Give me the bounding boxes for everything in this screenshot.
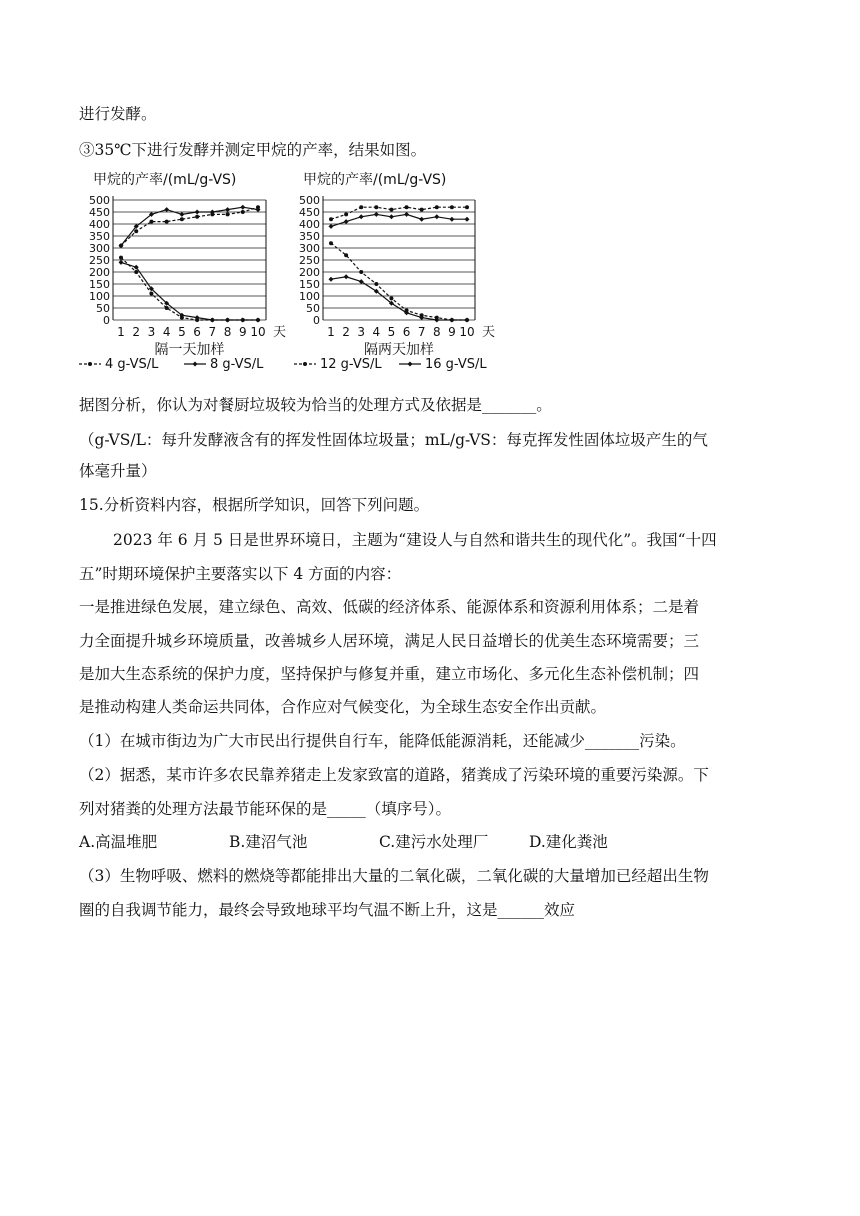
x-tick-1-3: 3: [357, 325, 366, 339]
point-1-1-3: [374, 212, 379, 217]
point-0-3-7: [225, 318, 230, 323]
line-3: 据图分析，你认为对餐厨垃圾较为恰当的处理方式及依据是_______。: [79, 396, 552, 414]
legend-marker-2: [303, 362, 307, 366]
x-unit-1: 天: [482, 325, 496, 340]
point-1-0-8: [450, 205, 454, 209]
y-tick-0-250: 250: [89, 254, 110, 267]
x-tick-0-4: 4: [162, 325, 171, 339]
legend-label-0: 4 g-VS/L: [105, 357, 159, 372]
point-0-2-1: [134, 270, 138, 274]
x-tick-0-1: 1: [117, 325, 125, 339]
point-1-2-2: [359, 270, 363, 274]
paragraph-line-2: 五”时期环境保护主要落实以下 4 方面的内容：: [79, 565, 402, 583]
point-1-0-4: [389, 208, 393, 212]
point-1-1-1: [344, 219, 349, 224]
y-tick-1-500: 500: [299, 194, 320, 207]
x-unit-0: 天: [273, 325, 287, 340]
point-0-0-1: [134, 229, 138, 233]
point-0-0-7: [226, 212, 230, 216]
x-tick-1-8: 8: [432, 325, 441, 339]
y-tick-1-250: 250: [299, 254, 320, 267]
paragraph-line-3: 一是推进绿色发展，建立绿色、高效、低碳的经济体系、能源体系和资源利用体系；二是着: [79, 598, 700, 616]
sub-question-3-line-2: 圈的自我调节能力，最终会导致地球平均气温不断上升，这是______效应: [79, 901, 576, 919]
point-0-3-6: [210, 318, 215, 323]
y-tick-1-200: 200: [299, 266, 320, 279]
y-tick-1-450: 450: [299, 206, 320, 219]
chart-title-1: 甲烷的产率/(mL/g-VS): [303, 172, 447, 188]
chart-title-0: 甲烷的产率/(mL/g-VS): [93, 172, 237, 188]
option-a: A.高温堆肥: [79, 833, 158, 851]
legend-label-3: 16 g-VS/L: [425, 357, 487, 372]
x-tick-1-2: 2: [342, 325, 350, 339]
legend-marker-0: [88, 362, 92, 366]
point-1-0-6: [420, 208, 424, 212]
sub-question-1: （1）在城市街边为广大市民出行提供自行车，能降低能源消耗，还能减少_______污染。: [79, 732, 686, 750]
x-tick-0-8: 8: [223, 325, 232, 339]
x-tick-0-5: 5: [178, 325, 186, 339]
point-0-1-3: [164, 207, 169, 212]
point-0-2-3: [165, 306, 169, 310]
sub-question-2-line-1: （2）据悉，某市许多农民靠养猪走上发家致富的道路，猪粪成了污染环境的重要污染源。下: [79, 766, 709, 784]
paragraph-line-1: 2023 年 6 月 5 日是世界环境日，主题为“建设人与自然和谐共生的现代化”。我国“十四: [113, 531, 717, 549]
y-tick-0-300: 300: [89, 242, 110, 255]
point-0-1-8: [240, 205, 245, 210]
point-1-3-8: [449, 318, 454, 323]
point-1-1-6: [419, 217, 424, 222]
y-tick-0-450: 450: [89, 206, 110, 219]
y-tick-1-0: 0: [313, 314, 320, 327]
point-1-2-3: [374, 282, 378, 286]
point-1-2-4: [389, 296, 393, 300]
option-d: D.建化粪池: [529, 833, 608, 851]
x-tick-0-2: 2: [132, 325, 141, 339]
y-tick-0-50: 50: [96, 302, 110, 315]
point-0-3-9: [256, 318, 261, 323]
x-tick-1-4: 4: [372, 325, 381, 339]
point-1-2-0: [329, 241, 333, 245]
legend-label-1: 8 g-VS/L: [210, 357, 264, 372]
y-tick-0-400: 400: [89, 218, 110, 231]
x-tick-1-7: 7: [417, 325, 426, 339]
point-0-0-3: [165, 220, 169, 224]
x-tick-1-10: 10: [459, 325, 475, 339]
point-1-0-1: [344, 212, 348, 216]
line-5: 体毫升量）: [79, 462, 157, 480]
y-tick-0-500: 500: [89, 194, 110, 207]
methane-charts: [79, 170, 509, 375]
point-1-1-7: [434, 214, 439, 219]
x-tick-0-7: 7: [208, 325, 217, 339]
x-label-0: 隔一天加样: [154, 342, 225, 358]
point-0-3-8: [240, 318, 245, 323]
point-0-0-8: [241, 210, 245, 214]
point-1-1-2: [359, 214, 364, 219]
x-tick-0-3: 3: [147, 325, 156, 339]
point-1-0-2: [359, 205, 363, 209]
paragraph-line-6: 是推动构建人类命运共同体，合作应对气候变化，为全球生态安全作出贡献。: [79, 698, 607, 716]
line-1: 进行发酵。: [79, 105, 157, 123]
option-b: B.建沼气池: [229, 833, 308, 851]
x-tick-1-9: 9: [448, 325, 456, 339]
y-tick-0-350: 350: [89, 230, 110, 243]
point-0-0-5: [195, 215, 199, 219]
sub-question-2-line-2: 列对猪粪的处理方法最节能环保的是_____（填序号）。: [79, 800, 452, 818]
x-tick-0-6: 6: [193, 325, 201, 339]
point-0-1-7: [225, 207, 230, 212]
x-tick-0-9: 9: [238, 325, 247, 339]
point-0-2-0: [119, 256, 123, 260]
point-0-0-2: [149, 220, 153, 224]
point-1-0-7: [435, 205, 439, 209]
methane-chart-svg: [79, 170, 509, 375]
question-15-title: 15.分析资料内容，根据所学知识，回答下列问题。: [79, 496, 430, 514]
y-tick-0-200: 200: [89, 266, 110, 279]
series-line-1-3: [331, 277, 467, 320]
x-tick-1-6: 6: [402, 325, 411, 339]
point-0-3-0: [119, 260, 124, 265]
paragraph-line-4: 力全面提升城乡环境质量，改善城乡人居环境，满足人民日益增长的优美生态环境需要；三: [79, 632, 700, 650]
point-1-2-1: [344, 253, 348, 257]
x-label-1: 隔两天加样: [364, 342, 434, 358]
y-tick-0-100: 100: [89, 290, 110, 303]
x-tick-0-10: 10: [250, 325, 266, 339]
point-0-0-4: [180, 217, 184, 221]
y-tick-1-50: 50: [306, 302, 320, 315]
y-tick-0-0: 0: [103, 314, 110, 327]
y-tick-1-150: 150: [299, 278, 320, 291]
point-1-0-0: [329, 217, 333, 221]
paragraph-line-5: 是加大生态系统的保护力度，坚持保护与修复并重，建立市场化、多元化生态补偿机制；四: [79, 665, 700, 683]
point-0-2-2: [149, 292, 153, 296]
y-tick-1-400: 400: [299, 218, 320, 231]
point-1-3-9: [465, 318, 470, 323]
line-4: （g-VS/L：每升发酵液含有的挥发性固体垃圾量；mL/g-VS：每克挥发性固体垃圾产生的气: [79, 431, 708, 449]
sub-question-3-line-1: （3）生物呼吸、燃料的燃烧等都能排出大量的二氧化碳，二氧化碳的大量增加已经超出生物: [79, 867, 709, 885]
x-tick-1-1: 1: [327, 325, 335, 339]
series-line-1-1: [331, 214, 467, 226]
point-1-1-8: [449, 217, 454, 222]
answer-options: [79, 832, 608, 852]
point-1-0-5: [405, 205, 409, 209]
series-line-1-0: [331, 207, 467, 219]
point-0-1-4: [179, 212, 184, 217]
series-line-0-2: [121, 258, 258, 320]
point-1-0-3: [374, 205, 378, 209]
y-tick-1-100: 100: [299, 290, 320, 303]
point-0-1-5: [195, 210, 200, 215]
legend-marker-3: [408, 362, 413, 367]
legend-label-2: 12 g-VS/L: [320, 357, 382, 372]
y-tick-0-150: 150: [89, 278, 110, 291]
x-tick-1-5: 5: [387, 325, 396, 339]
point-1-1-9: [465, 217, 470, 222]
point-1-1-0: [329, 224, 334, 229]
option-c: C.建污水处理厂: [379, 833, 489, 851]
series-line-0-3: [121, 262, 258, 320]
point-1-0-9: [465, 205, 469, 209]
point-1-1-4: [389, 214, 394, 219]
y-tick-1-350: 350: [299, 230, 320, 243]
point-1-1-5: [404, 212, 409, 217]
line-2: ③35℃下进行发酵并测定甲烷的产率，结果如图。: [79, 141, 427, 159]
legend-marker-1: [193, 362, 198, 367]
y-tick-1-300: 300: [299, 242, 320, 255]
point-1-3-0: [329, 277, 334, 282]
point-1-3-1: [344, 274, 349, 279]
